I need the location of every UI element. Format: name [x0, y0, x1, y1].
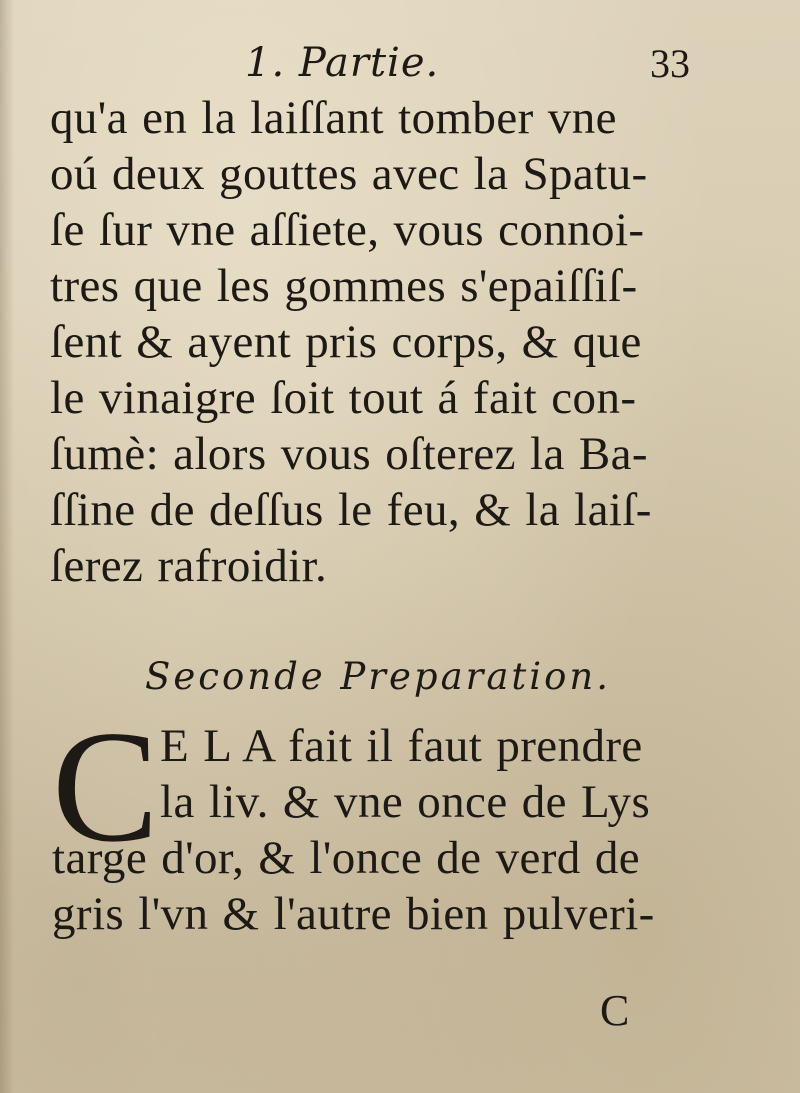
text-line: ſſine de deſſus le feu, & la laiſ- — [50, 484, 652, 536]
catchword: C — [600, 986, 630, 1035]
text-line: ſe ſur vne aſſiete, vous connoi- — [50, 204, 645, 256]
text-line: qu'a en la laiſſant tomber vne — [50, 92, 617, 144]
text-line: ſerez rafroidir. — [50, 540, 328, 592]
part-label: 1. Partie. — [245, 40, 440, 86]
drop-cap: C — [52, 697, 159, 875]
text-line: E L A fait il faut prendre — [160, 720, 643, 772]
text-line: le vinaigre ſoit tout á fait con- — [50, 372, 637, 424]
text-line: ſent & ayent pris corps, & que — [50, 316, 642, 368]
text-line: ſumè: alors vous oſterez la Ba- — [50, 428, 648, 480]
paragraph-1 — [50, 90, 750, 594]
text-line: tres que les gommes s'epaiſſiſ- — [50, 260, 638, 312]
page-number: 33 — [650, 41, 690, 86]
text-line: oú deux gouttes avec la Spatu- — [50, 148, 648, 200]
section-heading: Seconde Preparation. — [145, 655, 611, 698]
text-line: targe d'or, & l'once de verd de — [52, 832, 641, 884]
page-edge-shadow — [0, 0, 14, 1093]
text-line: gris l'vn & l'autre bien pulveri- — [52, 888, 655, 940]
running-head — [0, 32, 800, 92]
text-line: la liv. & vne once de Lys — [160, 776, 651, 828]
